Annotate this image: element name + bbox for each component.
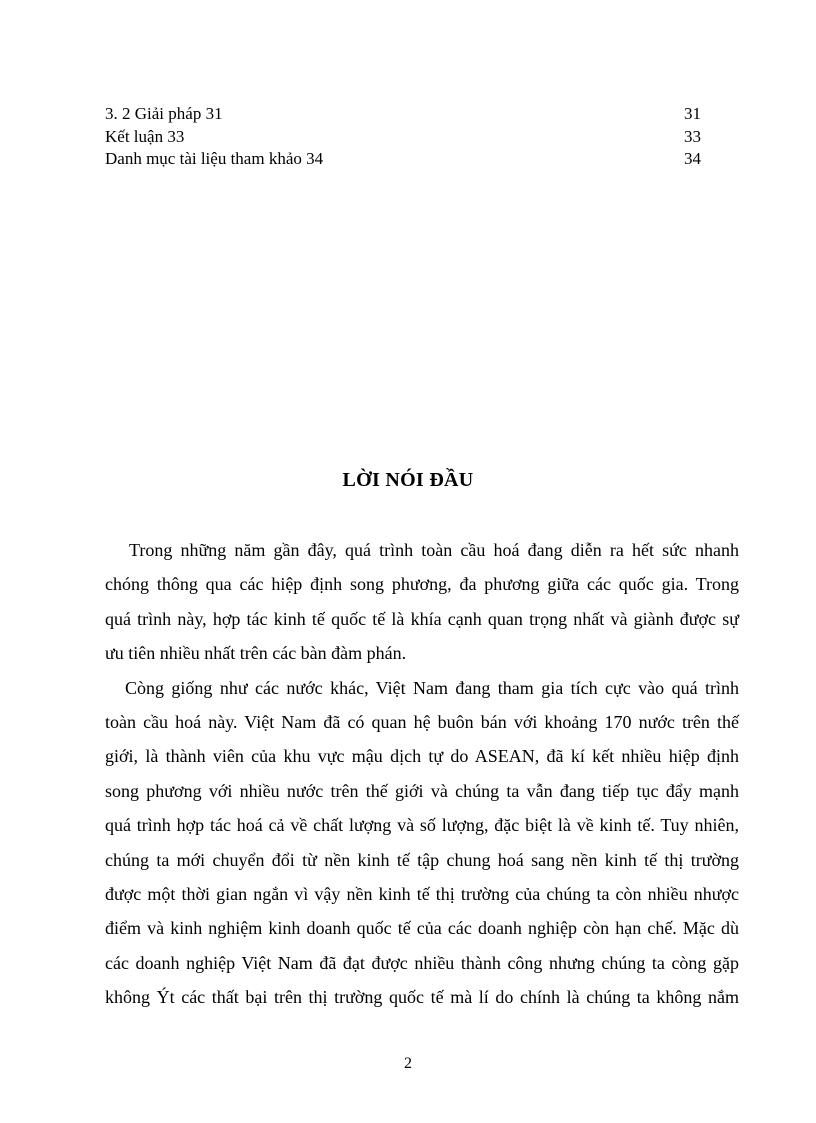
toc-entry-conclusion — [105, 126, 701, 149]
toc-entry-page: 34 — [684, 149, 701, 168]
text-line: chóng thông qua các hiệp định song phương, đa phương giữa các quốc gia. Trong — [105, 574, 739, 595]
section-heading: LỜI NÓI ĐẦU — [342, 469, 474, 491]
text-line: không Ýt các thất bại trên thị trường quốc tế mà lí do chính là chúng ta không nắm — [105, 987, 739, 1008]
text-line: điểm và kinh nghiệm kinh doanh quốc tế của các doanh nghiệp còn hạn chế. Mặc dù — [105, 918, 739, 939]
paragraph — [105, 674, 739, 1018]
text-line: chúng ta mới chuyển đổi từ nền kinh tế tập chung hoá sang nền kinh tế thị trường — [105, 849, 739, 870]
text-line: quá trình hợp tác hoá cả về chất lượng và số lượng, đặc biệt là về kinh tế. Tuy nhiên, — [105, 815, 739, 836]
toc-entry-title: Danh mục tài liệu tham khảo 34 — [105, 149, 324, 168]
text-line: Trong những năm gần đây, quá trình toàn cầu hoá đang diễn ra hết sức nhanh — [129, 540, 739, 560]
page-number: 2 — [404, 1055, 412, 1072]
text-line: giới, là thành viên của khu vực mậu dịch tự do ASEAN, đã kí kết nhiều hiệp định — [105, 746, 739, 767]
toc-entry-references — [105, 148, 701, 171]
toc-entry-title: 3. 2 Giải pháp 31 — [105, 104, 223, 123]
text-line: các doanh nghiệp Việt Nam đã đạt được nhiều thành công nhưng chúng ta còng gặp — [105, 952, 739, 973]
toc-entry-page: 33 — [684, 126, 701, 146]
toc-entry-title: Kết luận 33 — [105, 126, 185, 146]
text-line: quá trình này, hợp tác kinh tế quốc tế là khía cạnh quan trọng nhất và giành được sự — [105, 608, 739, 629]
body-text — [105, 536, 739, 1017]
table-of-contents — [105, 103, 701, 171]
text-line: toàn cầu hoá này. Việt Nam đã có quan hệ buôn bán với khoảng 170 nước trên thế — [105, 711, 739, 732]
text-line: được một thời gian ngắn vì vậy nền kinh tế thị trường của chúng ta còn nhiều nhược — [105, 883, 739, 904]
toc-entry-solutions — [105, 103, 701, 126]
text-line: ưu tiên nhiều nhất trên các bàn đàm phán. — [105, 643, 407, 664]
paragraph — [105, 536, 739, 674]
text-line: Còng giống như các nước khác, Việt Nam đang tham gia tích cực vào quá trình — [125, 677, 739, 698]
text-line: song phương với nhiều nước trên thế giới và chúng ta vẫn đang tiếp tục đẩy mạnh — [105, 780, 739, 801]
toc-entry-page: 31 — [684, 104, 701, 123]
